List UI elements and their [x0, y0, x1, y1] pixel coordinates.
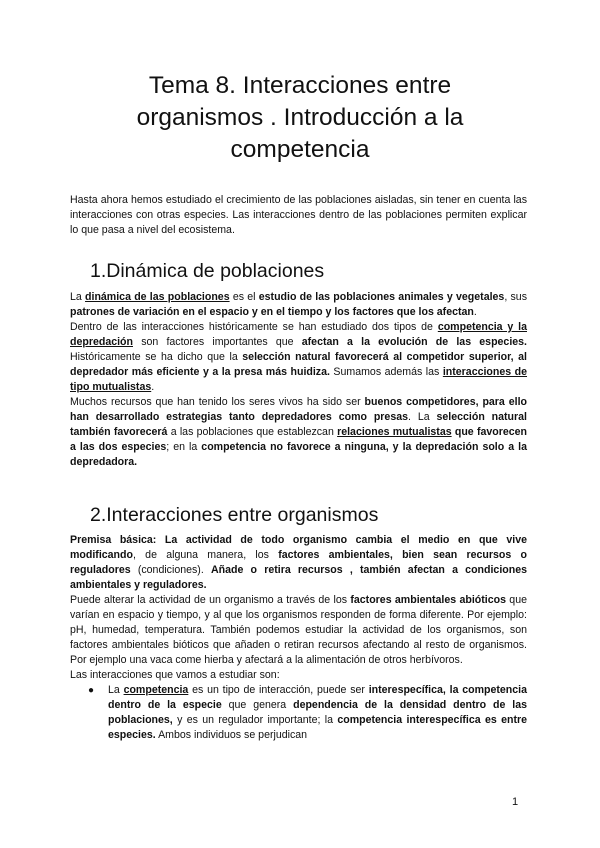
bold-text: que favorecen a las dos especies [70, 426, 527, 453]
section1-body [70, 290, 527, 470]
bold-text: estudio de las poblaciones animales y vegetales [258, 291, 505, 303]
list-item [70, 683, 527, 743]
bold-text: patrones de variación en el espacio y en el tiempo y los factores que los afectan [70, 306, 474, 318]
text-run: Sumamos además las [329, 366, 443, 378]
section-heading: 2.Interacciones entre organismos [90, 504, 379, 526]
text-run: a las poblaciones que establezcan [167, 426, 338, 438]
bold-text: competencia no favorece a ninguna, y la depredación solo a la depredadora. [70, 441, 527, 468]
text-run: La [70, 291, 86, 303]
paragraph [70, 593, 527, 668]
underlined-term: competencia y la depredación [70, 321, 527, 348]
text-run: Dentro de las interacciones históricamente se han estudiado dos tipos de [70, 321, 438, 333]
title-line: competencia [230, 136, 370, 163]
text-run: es un tipo de interacción, puede ser [188, 684, 369, 696]
bold-text: selección natural también favorecerá [70, 411, 527, 438]
text-run: que varían en espacio y tiempo, y al que los organismos responden de forma diferente. Por ejemplo: pH, humedad, temperatura. También podemos estudiar la actividad de los organismos, son factores ambientales bióticos que añaden o retiran recursos afectando al resto de organismos. Por ejemplo una vaca come hierba y afectará a la alimentación de otros herbívoros. [70, 594, 527, 666]
text-run: Muchos recursos que han tenido los seres vivos ha sido ser [70, 396, 365, 408]
underlined-term: interacciones de tipo mutualistas [70, 366, 528, 393]
paragraph [70, 395, 527, 470]
text-run: . La [408, 411, 437, 423]
text-run: (condiciones). [130, 564, 211, 576]
text-run: es el [229, 291, 259, 303]
bold-text: interespecífica, la competencia dentro de la especie [108, 684, 528, 711]
bold-text: factores ambientales abióticos [350, 594, 506, 606]
text-run: y es un regulador importante; la [172, 714, 338, 726]
bold-text: selección natural favorecerá al competidor superior, al depredador más eficiente y a la presa más huidiza. [70, 351, 527, 378]
bold-text: dependencia de la densidad dentro de las poblaciones, [108, 699, 527, 726]
paragraph [70, 320, 527, 395]
text-run: . [473, 306, 477, 318]
section-heading: 1.Dinámica de poblaciones [90, 260, 325, 282]
intro-text: Hasta ahora hemos estudiado el crecimiento de las poblaciones aisladas, sin tener en cuenta las interacciones con otras especies. Las interacciones dentro de las poblaciones permiten explicar lo que pasa a nivel del ecosistema. [70, 194, 527, 236]
bold-text: competencia interespecífica es entre especies. [108, 714, 527, 741]
bold-text: Premisa básica: La actividad de todo organismo cambia el medio en que vive modificando [70, 534, 527, 561]
page-number: 1 [512, 796, 519, 808]
text-run: que genera [221, 699, 294, 711]
intro-paragraph [70, 193, 527, 238]
bold-text: buenos competidores, para ello han desarrollado estrategias tanto depredadores como presas [70, 396, 527, 423]
underlined-term: relaciones mutualistas [337, 426, 452, 438]
text-run: , de alguna manera, los [132, 549, 279, 561]
underlined-term: dinámica de las poblaciones [85, 291, 230, 303]
text-run: . [151, 381, 155, 393]
text-run: Puede alterar la actividad de un organismo a través de los [70, 594, 351, 606]
paragraph [70, 290, 527, 320]
bold-text: Añade o retira recursos , también afectan a condiciones ambientales y reguladores. [70, 564, 527, 591]
bullet-dot-icon: ● [88, 685, 95, 696]
bold-text: afectan a la evolución de las especies. [301, 336, 527, 348]
title-line: organismos . Introducción a la [136, 104, 464, 131]
text-run: La [108, 684, 124, 696]
text-run: son factores importantes que [133, 336, 302, 348]
text-run: , sus [504, 291, 528, 303]
paragraph: Las interacciones que vamos a estudiar son: [70, 669, 280, 681]
text-run: Ambos individuos se perjudican [155, 729, 308, 741]
underlined-term: competencia [123, 684, 189, 696]
bullet-list [70, 683, 527, 743]
section2-body [70, 533, 527, 743]
text-run: Históricamente se ha dicho que la [70, 351, 243, 363]
title-line: Tema 8. Interacciones entre [148, 72, 452, 99]
bold-text: factores ambientales, bien sean recursos o reguladores [70, 549, 527, 576]
document-title [60, 70, 540, 166]
text-run: ; en la [166, 441, 202, 453]
paragraph [70, 533, 527, 593]
